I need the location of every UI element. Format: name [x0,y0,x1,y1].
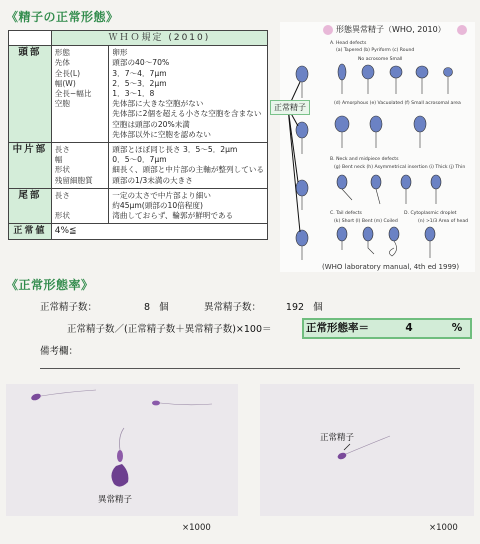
normal-sperm-label: 正常精子 [320,433,355,443]
section-title-morphology: 《精子の正常形態》 [6,10,119,24]
group-name-tail: 尾部 [9,188,52,224]
label-cyto-sub: (n) >1/3 Area of head [418,219,469,224]
remarks-line [40,368,460,369]
pink-bullet-icon [323,25,333,35]
diagram-title: 形態異常精子（WHO, 2010） [336,25,446,34]
right-magnification: ×1000 [429,523,458,533]
group-midpiece: 中片部 長さ 幅 形状 残留細胞質 頭部とほぼ同じ長さ 3．5〜5．2μm 0．5〜0．7μm 細長く、頭部と中片部の主軸が整列している 頭部の1/3未満の大きさ [9,143,268,189]
section-title-rate: 《正常形態率》 [6,278,94,292]
label-head-sub: (a) Tapered (b) Pyriform (c) Round [336,48,415,53]
sperm-illustrations [280,38,475,266]
abnormal-count-unit: 個 [313,302,323,313]
left-magnification: ×1000 [182,523,211,533]
label-neck-sub: (g) Bent neck (h) Asymmetrical insertion (i) Thick (j) Thin [334,165,466,170]
label-tail-defects: C. Tail defects [330,211,362,216]
group-head: 頭部 形態 先体 全長(L) 幅(W) 全長−幅比 空胞 卵形 頭部の40〜70% 3．7〜4．7μm 2．5〜3．2μm 1．3〜1．8 先体部に大きな空胞がない 先体部に2個を超える小さな空胞を含まない 空胞は頭部の20%未満 先体部以外に空胞を認めない [9,46,268,143]
normal-count-unit: 個 [159,302,169,313]
normal-count-label: 正常精子数： [40,302,98,313]
pink-bullet-icon [457,25,467,35]
label-tail-sub: (k) Short (l) Bent (m) Coiled [334,219,398,224]
label-head-sub2: No acrosome Small [358,57,403,62]
diagram-citation: (WHO laboratory manual, 4th ed 1999) [322,263,460,271]
abnormal-count-value: 192 [285,302,305,313]
result-label: 正常形態率＝ [306,322,369,334]
abnormal-count-label: 異常精子数： [204,302,262,313]
microscope-photo-normal [260,384,474,516]
table-header: ＷＨＯ規定 (2010) [51,31,267,46]
group-name-head: 頭部 [9,46,52,143]
label-head-defects: A. Head defects [330,41,367,46]
result-value: 4 [405,322,413,334]
result-unit: % [451,322,463,334]
normal-value-label: 正常値 [9,224,52,239]
normal-count-value: 8 [144,302,151,313]
group-tail: 尾部 長さ 形状 一定の太さで中片部より細い 約45μm(頭部の10倍程度) 湾曲しておらず、輪郭が鮮明である [9,188,268,224]
label-neck-defects: B. Neck and midpiece defects [330,157,399,162]
abnormal-sperm-label: 異常精子 [98,495,133,505]
label-head-sub3: (d) Amorphous (e) Vacuolated (f) Small acrosomal area [334,101,461,106]
remarks-label: 備考欄： [40,346,79,357]
group-name-midpiece: 中片部 [9,143,52,189]
who-spec-table [8,30,268,240]
normal-value: 4%≦ [51,224,267,239]
label-cyto-defects: D. Cytoplasmic droplet [404,211,457,216]
rate-formula: 正常精子数／(正常精子数＋異常精子数)×100＝ [67,324,272,335]
normal-sperm-tag: 正常精子 [270,100,310,115]
